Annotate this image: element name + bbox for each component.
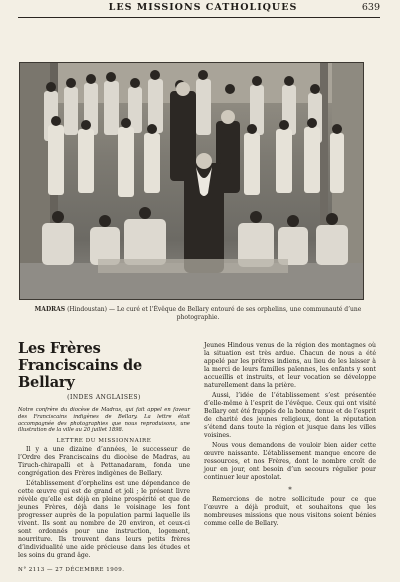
section-divider: * <box>288 486 292 494</box>
header-rule <box>18 17 380 18</box>
left-column <box>18 340 190 560</box>
caption-region: (Hindoustan) <box>67 306 108 313</box>
article-subtitle: (INDES ANGLAISES) <box>67 394 141 401</box>
issue-footer: N° 2113 — 27 DÉCEMBRE 1909. <box>18 567 125 573</box>
paragraph: Il y a une dizaine d’années, le successeur de l’Ordre des Franciscains du diocèse de Madras, au Tiruch-chirapalli et à Pettanadaram, fonda une congrégation des Frères indigènes de Bellary. <box>18 446 190 478</box>
article-intro: Notre confrère du diocèse de Madras, qui fait appel en faveur des Franciscains indigènes de Bellary. La lettre était accompagnée des photographies que nous reproduisons, une illustration de la ville au 20 juillet 1898. <box>18 407 190 434</box>
paragraph: L’établissement d’orphelins est une dépendance de cette œuvre qui est de grand et joli ; le présent livre révèle qu’elle est déjà en pleine prospérité et que de jeunes Frères, déjà dans le voisinage les font progresser auprès de la population parmi laquelle ils vivent. Ils sont au nombre de 20 environ, et ceux-ci sont ordonnés pour une instruction, logement, nourriture. Ils trouvent dans leurs petits frères d’individualité une aide précieuse dans les études et les soins du grand âge. <box>18 480 190 560</box>
caption-place: MADRAS <box>34 306 66 313</box>
caption-text: — Le curé et l’Évêque de Bellary entouré de ses orphelins, une communauté d’une photographie. <box>108 306 362 321</box>
photo-caption <box>28 306 368 322</box>
photograph-illustration <box>20 63 363 299</box>
section-heading: LETTRE DU MISSIONNAIRE <box>56 438 152 445</box>
group-photograph <box>19 62 364 300</box>
page-number: 639 <box>361 2 380 13</box>
closing-paragraph: Remercions de notre sollicitude pour ce que l’œuvre a déjà produit, et souhaitons que les nombreuses missions que nous visitons soient bénies comme celle de Bellary. <box>204 496 376 527</box>
running-header <box>18 1 380 21</box>
paragraph: Aussi, l’idée de l’établissement s’est présentée d’elle-même à l’esprit de l’évêque. Ceux qui ont visité Bellary ont été frappés de la bonne tenue et de l’esprit de charité des jeunes religieux, dont la réputation s’étend dans toute la région et jusque dans les villes voisines. <box>204 392 377 439</box>
paragraph: Nous vous demandons de vouloir bien aider cette œuvre naissante. L’établissement manque encore de ressources, et nos Frères, dont le nombre croît de jour en jour, ont besoin d’un secours régulier pour continuer leur apostolat. <box>204 442 376 481</box>
right-column <box>204 340 376 528</box>
article-title: Les Frères Franciscains de Bellary <box>18 340 142 391</box>
journal-title: LES MISSIONS CATHOLIQUES <box>108 2 298 13</box>
paragraph: Jeunes Hindous venus de la région des montagnes où la situation est très ardue. Chacun de nous a été appelé par les prêtres indiens, au lieu de les laisser à la merci de leurs familles païennes, les enfants y sont accueillis et instruits, et leur vocation se développe naturellement dans la prière. <box>204 342 376 389</box>
